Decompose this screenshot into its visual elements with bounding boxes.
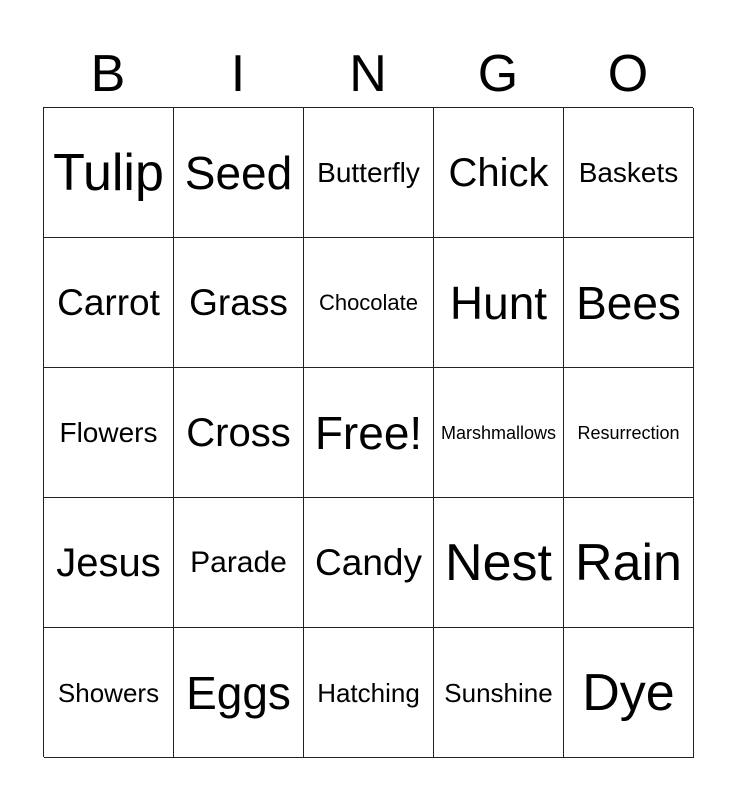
bingo-cell[interactable]: Candy (304, 498, 434, 628)
bingo-cell[interactable]: Butterfly (304, 108, 434, 238)
bingo-cell[interactable]: Marshmallows (434, 368, 564, 498)
bingo-cell[interactable]: Flowers (44, 368, 174, 498)
header-letter-o: O (607, 45, 649, 103)
free-space-cell[interactable]: Free! (304, 368, 434, 498)
bingo-cell[interactable]: Cross (174, 368, 304, 498)
bingo-cell[interactable]: Seed (174, 108, 304, 238)
bingo-cell[interactable]: Hunt (434, 238, 564, 368)
bingo-cell[interactable]: Parade (174, 498, 304, 628)
bingo-cell[interactable]: Bees (564, 238, 694, 368)
bingo-cell[interactable]: Tulip (44, 108, 174, 238)
bingo-cell[interactable]: Chocolate (304, 238, 434, 368)
header-letter-i: I (230, 45, 246, 103)
bingo-cell[interactable]: Sunshine (434, 628, 564, 758)
bingo-cell[interactable]: Showers (44, 628, 174, 758)
bingo-board (43, 107, 693, 757)
bingo-cell[interactable]: Hatching (304, 628, 434, 758)
bingo-cell[interactable]: Grass (174, 238, 304, 368)
bingo-cell[interactable]: Chick (434, 108, 564, 238)
bingo-header (43, 40, 693, 108)
bingo-cell[interactable]: Rain (564, 498, 694, 628)
header-letter-n: N (349, 45, 387, 103)
bingo-cell[interactable]: Carrot (44, 238, 174, 368)
bingo-cell[interactable]: Dye (564, 628, 694, 758)
bingo-cell[interactable]: Resurrection (564, 368, 694, 498)
header-letter-b: B (90, 45, 126, 103)
bingo-cell[interactable]: Baskets (564, 108, 694, 238)
bingo-cell[interactable]: Jesus (44, 498, 174, 628)
header-letter-g: G (477, 45, 519, 103)
bingo-cell[interactable]: Nest (434, 498, 564, 628)
bingo-cell[interactable]: Eggs (174, 628, 304, 758)
